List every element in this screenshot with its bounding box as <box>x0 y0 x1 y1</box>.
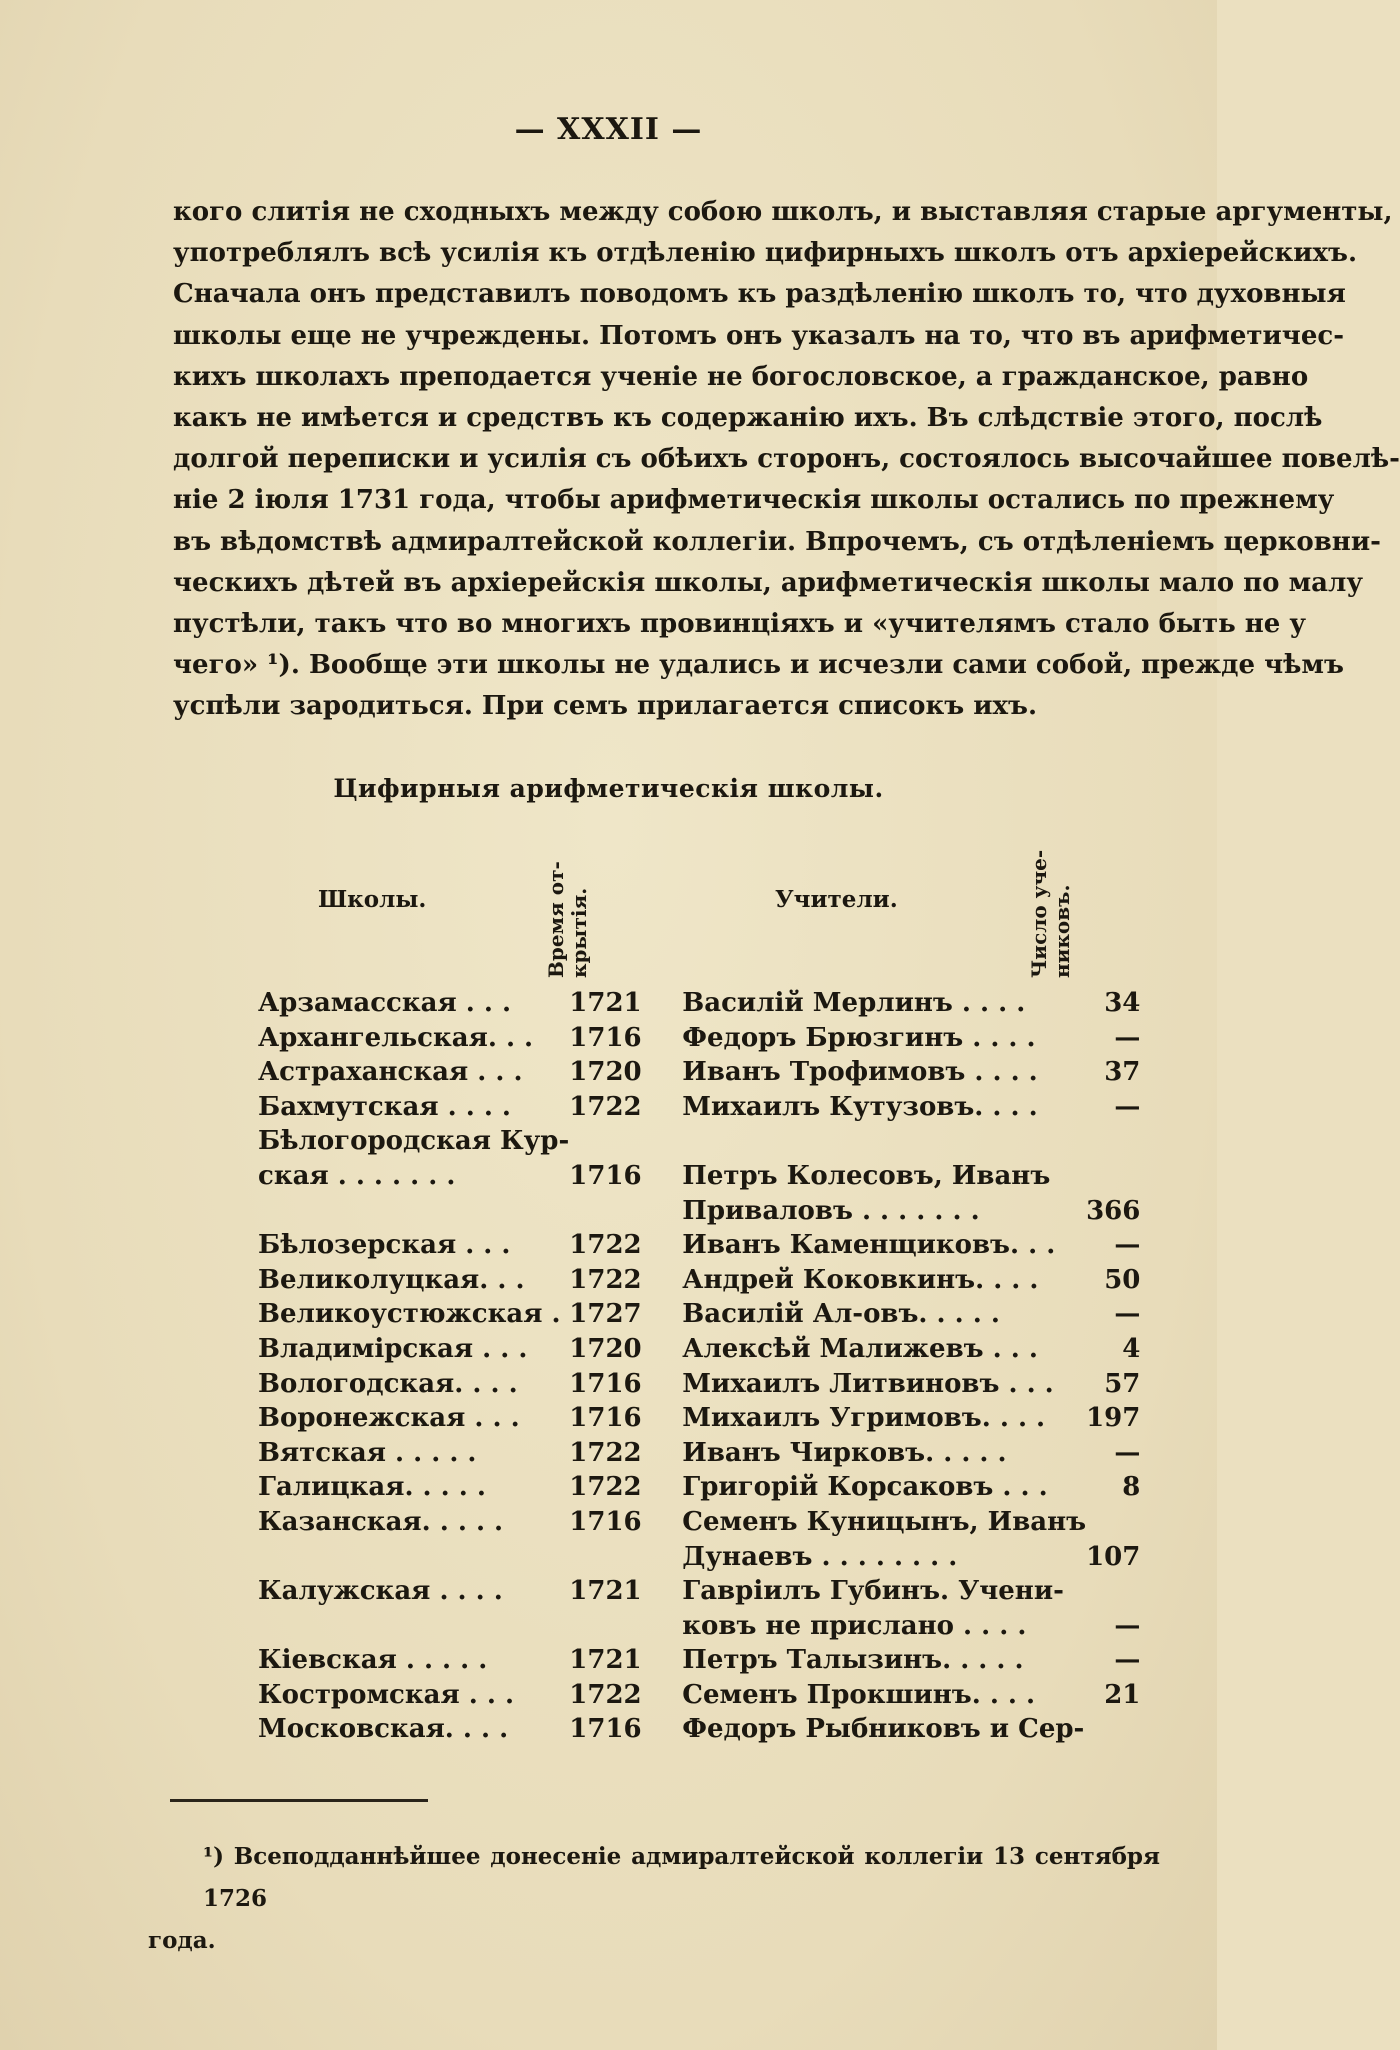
paragraph-line: ческихъ дѣтей въ архіерейскія школы, арифметическія школы мало по малу <box>173 567 1363 598</box>
teacher-name: Иванъ Каменщиковъ. . . <box>682 1230 1056 1261</box>
table-row <box>258 1159 1140 1194</box>
opening-year: 1722 <box>569 1437 642 1468</box>
student-count: 8 <box>1122 1472 1141 1503</box>
page-number-header: — XXXII — <box>514 112 703 147</box>
table-row <box>258 1367 1140 1402</box>
table-row <box>258 1574 1140 1609</box>
opening-year: 1722 <box>569 1679 642 1710</box>
school-name: Московская. . . . <box>258 1714 509 1745</box>
school-name: Кіевская . . . . . <box>258 1645 488 1676</box>
table-row <box>258 1124 1140 1159</box>
student-count: 4 <box>1122 1333 1141 1364</box>
school-name <box>258 1540 569 1575</box>
opening-year: 1716 <box>569 1022 642 1053</box>
school-name: Вологодская. . . . <box>258 1368 518 1399</box>
table-row <box>258 1263 1140 1298</box>
opening-year: 1716 <box>569 1368 642 1399</box>
paragraph-line: употреблялъ всѣ усилія къ отдѣленію цифирныхъ школъ отъ архіерейскихъ. <box>173 238 1358 269</box>
school-name <box>258 1609 569 1644</box>
student-count: 197 <box>1086 1403 1141 1434</box>
table-row <box>258 1332 1140 1367</box>
paragraph-line: Сначала онъ представилъ поводомъ къ раздѣленію школъ то, что духовныя <box>173 279 1346 310</box>
table-row <box>258 1505 1140 1540</box>
teacher-name: Петръ Талызинъ. . . . . <box>682 1645 1024 1676</box>
opening-year: 1716 <box>569 1403 642 1434</box>
body-paragraph <box>173 192 1400 727</box>
footnote-line-1: ¹) Всеподданнѣйшее донесеніе адмиралтейской коллегіи 13 сентября 1726 <box>203 1843 1160 1912</box>
opening-year: 1722 <box>569 1091 642 1122</box>
school-name: Владимірская . . . <box>258 1333 528 1364</box>
school-name: Арзамасская . . . <box>258 988 512 1018</box>
student-count <box>1086 1159 1140 1194</box>
opening-year: 1720 <box>569 1057 642 1088</box>
opening-year: 1727 <box>569 1299 642 1330</box>
opening-year: 1716 <box>569 1160 642 1191</box>
teacher-name: Василій Ал-овъ. . . . . <box>682 1299 1000 1330</box>
school-name: Астраханская . . . <box>258 1057 523 1088</box>
opening-year: 1716 <box>569 1714 642 1745</box>
school-name: Архангельская. . . <box>258 1022 534 1053</box>
teacher-name: ковъ не прислано . . . . <box>682 1610 1027 1641</box>
student-count <box>1086 1712 1140 1747</box>
school-name: Калужская . . . . <box>258 1576 503 1607</box>
schools-table <box>258 986 1140 1747</box>
opening-year <box>569 1540 682 1575</box>
col-header-count-line1: Число уче- <box>1027 849 1051 978</box>
paragraph-line: чего» ¹). Вообще эти школы не удались и исчезли сами собой, прежде чѣмъ <box>173 650 1344 681</box>
student-count: 57 <box>1104 1368 1141 1399</box>
school-name: Бахмутская . . . . <box>258 1091 511 1122</box>
school-name: Великолуцкая. . . <box>258 1264 525 1295</box>
teacher-name: Приваловъ . . . . . . . <box>682 1195 980 1226</box>
table-row <box>258 1090 1140 1125</box>
footnote <box>148 1836 1160 1962</box>
paragraph-line: ніе 2 іюля 1731 года, чтобы арифметическія школы остались по прежнему <box>173 485 1335 516</box>
table-row <box>258 1194 1140 1229</box>
paragraph-line: школы еще не учреждены. Потомъ онъ указалъ на то, что въ арифметичес- <box>173 320 1345 351</box>
teacher-name: Гавріилъ Губинъ. Учени- <box>682 1576 1064 1607</box>
student-count: — <box>1114 1299 1141 1330</box>
table-row <box>258 1540 1140 1575</box>
school-name <box>258 1194 569 1229</box>
school-name: Великоустюжская . <box>258 1299 561 1330</box>
teacher-name: Григорій Корсаковъ . . . <box>682 1472 1048 1503</box>
paragraph-line: долгой переписки и усилія съ обѣихъ сторонъ, состоялось высочайшее повелѣ- <box>173 444 1400 475</box>
student-count: — <box>1114 1091 1141 1122</box>
school-name: ская . . . . . . . <box>258 1160 456 1191</box>
table-row <box>258 1228 1140 1263</box>
school-name: Казанская. . . . . <box>258 1506 504 1537</box>
opening-year <box>569 1194 682 1229</box>
student-count: 21 <box>1104 1679 1141 1710</box>
teacher-name: Михаилъ Литвиновъ . . . <box>682 1368 1054 1399</box>
teacher-name: Петръ Колесовъ, Иванъ <box>682 1160 1051 1191</box>
table-row <box>258 1055 1140 1090</box>
teacher-name: Дунаевъ . . . . . . . . <box>682 1541 958 1572</box>
col-header-count <box>1028 850 1074 978</box>
student-count: — <box>1114 1645 1141 1676</box>
opening-year: 1722 <box>569 1472 642 1503</box>
opening-year: 1722 <box>569 1264 642 1295</box>
opening-year: 1722 <box>569 1230 642 1261</box>
student-count: — <box>1114 1610 1141 1641</box>
school-name: Воронежская . . . <box>258 1403 520 1434</box>
col-header-year-line2: крытія. <box>567 887 591 978</box>
table-row <box>258 986 1140 1021</box>
col-header-year <box>545 861 591 978</box>
footnote-line-2: года. <box>148 1927 216 1954</box>
paragraph-line: кого слитія не сходныхъ между собою школъ, и выставляя старые аргументы, <box>173 197 1393 227</box>
student-count: — <box>1114 1022 1141 1053</box>
opening-year: 1721 <box>569 1576 642 1607</box>
student-count <box>1086 1124 1140 1159</box>
student-count <box>1086 1574 1140 1609</box>
school-name: Бѣлозерская . . . <box>258 1230 511 1261</box>
opening-year: 1721 <box>569 988 642 1018</box>
footnote-divider <box>170 1799 428 1802</box>
teacher-name: Иванъ Трофимовъ . . . . <box>682 1057 1038 1088</box>
student-count: 34 <box>1104 988 1141 1018</box>
table-row <box>258 1712 1140 1747</box>
col-header-teachers: Учители. <box>775 886 898 913</box>
teacher-name: Михаилъ Угримовъ. . . . <box>682 1403 1046 1434</box>
table-row <box>258 1470 1140 1505</box>
table-row <box>258 1401 1140 1436</box>
student-count: — <box>1114 1437 1141 1468</box>
table-row <box>258 1609 1140 1644</box>
teacher-name: Василій Мерлинъ . . . . <box>682 988 1026 1018</box>
paragraph-line: пустѣли, такъ что во многихъ провинціяхъ и «учителямъ стало быть не у <box>173 608 1307 639</box>
school-name: Бѣлогородская Кур- <box>258 1126 570 1157</box>
col-header-count-line2: никовъ. <box>1050 884 1074 978</box>
table-row <box>258 1678 1140 1713</box>
student-count <box>1086 1505 1140 1540</box>
paragraph-line: какъ не имѣется и средствъ къ содержанію ихъ. Въ слѣдствіе этого, послѣ <box>173 402 1323 433</box>
teacher-name: Андрей Коковкинъ. . . . <box>682 1264 1039 1295</box>
col-header-year-line1: Время от- <box>544 861 568 978</box>
teacher-name: Семенъ Прокшинъ. . . . <box>682 1679 1036 1710</box>
paragraph-line: успѣли зародиться. При семъ прилагается списокъ ихъ. <box>173 691 1038 722</box>
student-count: 107 <box>1086 1541 1141 1572</box>
school-name: Галицкая. . . . . <box>258 1472 486 1503</box>
opening-year: 1721 <box>569 1645 642 1676</box>
teacher-name: Федоръ Брюзгинъ . . . . <box>682 1022 1036 1053</box>
student-count: 50 <box>1104 1264 1141 1295</box>
student-count: — <box>1114 1230 1141 1261</box>
opening-year: 1720 <box>569 1333 642 1364</box>
table-row <box>258 1021 1140 1056</box>
paragraph-line: кихъ школахъ преподается ученіе не богословское, а гражданское, равно <box>173 361 1309 392</box>
table-row <box>258 1643 1140 1678</box>
opening-year <box>569 1609 682 1644</box>
opening-year <box>569 1124 682 1159</box>
teacher-name: Федоръ Рыбниковъ и Сер- <box>682 1714 1085 1745</box>
school-name: Костромская . . . <box>258 1679 515 1710</box>
col-header-schools: Школы. <box>318 886 427 913</box>
table-row <box>258 1436 1140 1471</box>
paragraph-line: въ вѣдомствѣ адмиралтейской коллегіи. Впрочемъ, съ отдѣленіемъ церковни- <box>173 526 1381 557</box>
table-title: Цифирныя арифметическія школы. <box>333 774 884 803</box>
student-count: 366 <box>1086 1195 1141 1226</box>
opening-year: 1716 <box>569 1506 642 1537</box>
teacher-name <box>682 1124 1086 1159</box>
student-count: 37 <box>1104 1057 1141 1088</box>
teacher-name: Михаилъ Кутузовъ. . . . <box>682 1091 1038 1122</box>
school-name: Вятская . . . . . <box>258 1437 477 1468</box>
teacher-name: Иванъ Чирковъ. . . . . <box>682 1437 1007 1468</box>
teacher-name: Семенъ Куницынъ, Иванъ <box>682 1506 1087 1537</box>
table-row <box>258 1297 1140 1332</box>
teacher-name: Алексѣй Малижевъ . . . <box>682 1333 1038 1364</box>
